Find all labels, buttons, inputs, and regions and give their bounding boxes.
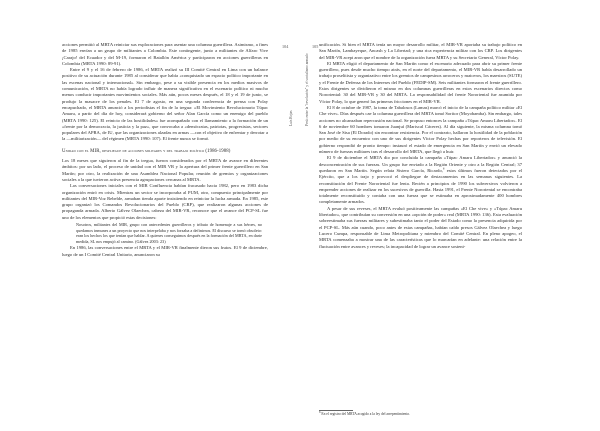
- paragraph: Las conversaciones iniciales con el MIR Confluencia habían fracasado hacia 1982, pero en 1983 dicha organización entró en crisis. Mientras un sector se incorporaba al PUM, otro, compuesto principalmente por militantes del MIR-Voz Rebelde, armaban tienda aparte insistiendo en reiniciar la lucha armada. En 1985, este grupo organizó los Comandos Revolucionarios del Pueblo (CRP), que realizaron algunas acciones de propaganda armada. Alberto Gálvez Olaechea, cabeza del MIR-VR, reconoce que el avance del PCP-SL fue uno de los elementos que propició estas decisiones:: [62, 183, 268, 220]
- paragraph-start: El 9 de diciembre el MRTA dio por concluida la campaña «Túpac Amaru Libertador» y anunció la desconcentración de sus fuerzas. Un grupo fue enviado a la Región Oriente y otro a la Región Central; 37 quedaron en San Martín. Según relata Sistero García, Ricardo,: [319, 155, 522, 173]
- footnote-rule: [319, 410, 353, 411]
- running-head: Perú: entre la "revolución" y el socialismo armado: [305, 53, 309, 126]
- footnote-marker: 6: [442, 166, 445, 171]
- paragraph: unificación. Si bien el MRTA tenía un mayor desarrollo militar, el MIR-VR aportaba su trabajo político en San Martín, Lambayeque, Ancash y La Libertad; y una rica experiencia militar con los CRP. Los dirigentes del MIR-VR acept aron que el nombre de la organización fuera MRTA y su Secretario General, Víctor Polay.: [319, 42, 522, 60]
- footnote: [319, 412, 519, 417]
- page-number: 104: [282, 44, 289, 49]
- block-quote: Nosotros, militantes del MIR, grupo con antecedentes guerrilleros y tributo de homenaje a sus héroes, no quedamos inmunes a un proyecto que nos interpelaba y nos forzaba a definirnos. El discurso se tornó obsoleto: eran los hechos los que tenían que hablar. A quienes conseguimos después en la formación del MRTA, en darte medida, SL nos empujó al camino. (Gálvez 2003: 23): [76, 222, 262, 244]
- paragraph: acciones permitió al MRTA reiniciar sus exploraciones para asentar una columna guerrillera. Asimismo, a fines de 1985 envían a un grupo de militantes a Colombia. Este contingente, junto a militantes de Alfaro Vive ¡Carajo! del Ecuador y del M-19, formaron el Batallón América y participaron en acciones guerrilleras en Colombia (MRTA 1990: 89-91).: [62, 42, 268, 66]
- paragraph-continuation: estos últimos fueron detectados por el Ejército, que a los trajo y provocó el despliegue de destacamentos en las semanas siguientes. La reconstitución del Frente Nororiental fue lenta. Recién a principios de 1990 los subversivos volvieron a emprender acciones de realizar en los sucesivos de guerrilla. Hasta 1991, el Frente Nororiental se encontraba totalmente reconstituido y contaba con una fuerza que se estimaba en aproximadamente 400 hombres completamente armados.: [319, 167, 523, 205]
- section-heading: Unidad con el MIR, despliegue de acciones militares y del trabajo político (1986-1988): [62, 148, 231, 154]
- footnote-text: En el registro del MRTA acogido a la ley del arrepentimiento.: [321, 412, 411, 417]
- paragraph: Los 18 meses que siguieron al fin de la tregua, fueron considerados por el MRTA de avance en diferentes ámbitos: por un lado, el proceso de unidad con el MIR VR y la apertura del primer frente guerrillero en San Martín; por otro, la realización de una Asamblea Nacional Popular, reunión de gremios y organizaciones sociales a la que tuvieron activa presencia agrupaciones cercanas al MRTA.: [62, 158, 268, 182]
- footnote-number: 6: [319, 410, 321, 414]
- paragraph: A pesar de sus reveses, el MRTA evaluó positivamente las campañas «El Che vive» y «Túpac Amaru libertador», que contribuían su conversión en una «opción de poder» real (MRTA 1990: 136). Esta evaluación sobreestimaba sus fuerzas militares y subestimaba tanto el poder del Estado como la presencia adquirida por el PCP-SL. Más aún cuando, poco antes de estas campañas, habían caído presos Gálvez Olaechea y luego Lucero Cumpa, responsable de Lima Metropolitana y miembro del Comité Central. En pleno apogeo, el MRTA comenzaba a mostrar una de las características que lo marcarían en adelante: una relación entre la fluctuación entre avances y reveses; la incapacidad de lograr un avance sosteni-: [319, 205, 522, 249]
- page-number: 105: [312, 44, 319, 49]
- paragraph: [319, 155, 522, 205]
- running-head: Luis Rojas: [289, 110, 293, 126]
- paragraph: Entre el 9 y el 16 de febrero de 1986, el MRTA realizó su III Comité Central en Lima con un balance positivo de su actuación durante 1985 al considerar que había «conquistado un espacio político importante en las escenas nacional y internacional». Sin embargo, pese a su visible presencia en los medios masivos de comunicación, el MRTA no había logrado influir de manera significativa en el escenario político ni mucho menos conducir importantes movimientos sociales. Más aún, pocos meses después, el 18 y el 19 de junio, se produjo la masacre de los penales. El 7 de agosto, en una segunda conferencia de prensa con Polay encapuchado, el MRTA anunció a los periodistas el fin de la tregua: «El Movimiento Revolucionario Túpac Amaru, a partir del día de hoy, considerará gobierno del señor Alan García como un enemigo del pueblo (MRTA 1990: 125). El reinicio de las hostilidades» fue acompañado con el llamamiento a la formación de un «frente por la democracia, la justicia y la paz», que convocaba a «demócratas, patriotas, progresistas, sectores populares del APRA, de IU, que las organizaciones alzadas en armas —con el objetivo de enfrentar y derrotar a la —militarización— del régimen (MRTA 1990: 107). El frente nunca se formó.: [62, 67, 268, 142]
- right-page: [300, 0, 600, 431]
- paragraph: El 8 de octubre de 1987, la toma de Tabalosos (Lamas) marcó el inicio de la campaña político militar «El Che vive». Días después cae la columna guerrillera del MRTA tomó Soritor (Moyobamba). Sin embargo, tales acciones no alcanzaban repercusión nacional. Se propuso entonces la campaña «Túpac Amaru Libertador». El 6 de noviembre 60 hombres tomaron Juanjuí (Mariscal Cáceres). Al día siguiente, la misma columna tomó San José de Sisa (El Dorado) sin encontrar resistencia. Por el contrario, hallaron la hostilidad de la población por medio de su encuentro con uno de sus dirigentes Víctor Polay hechas por reporteros de televisión. El gobierno respondió de pronto tiempo: instauró el estado de emergencia en San Martín y envió un elevado número de fuerzas militares tras el desarrollo del MRTA, que llegó a huir.: [319, 104, 522, 155]
- paragraph: El MRTA eligió el departamento de San Martín como el escenario adecuado para abrir su primer frente guerrillero, pues desde mucho tiempo atrás, en el norte del departamento, el MIR-VR había desarrollado un trabajo proselitista y organizativo entre los gremios de campesinos arroceros y maiceros, los maestros (SUTE) y el Frente de Defensa de los Intereses del Pueblo (FEDIP-SM). Seis militantes formaron el frente guerrillero. Estos dirigentes se dividieron el mismo en dos columnas guerrilleras en estos escenarios directos como Nororiental: 30 del MIR-VR y 30 del MRTA. La responsabilidad del frente Nororiental fue asumida por Víctor Polay, lo que generó las primeras fricciones en el MIR-VR.: [319, 60, 522, 104]
- right-page-body: [319, 42, 522, 250]
- paragraph: En 1986, las conversaciones entre el MRTA y el MIR-VR finalmente dieron sus frutos. El 9 de diciembre, luego de un I Comité Central Unitario, anunciaron su: [62, 245, 268, 257]
- left-page-body: [62, 42, 268, 258]
